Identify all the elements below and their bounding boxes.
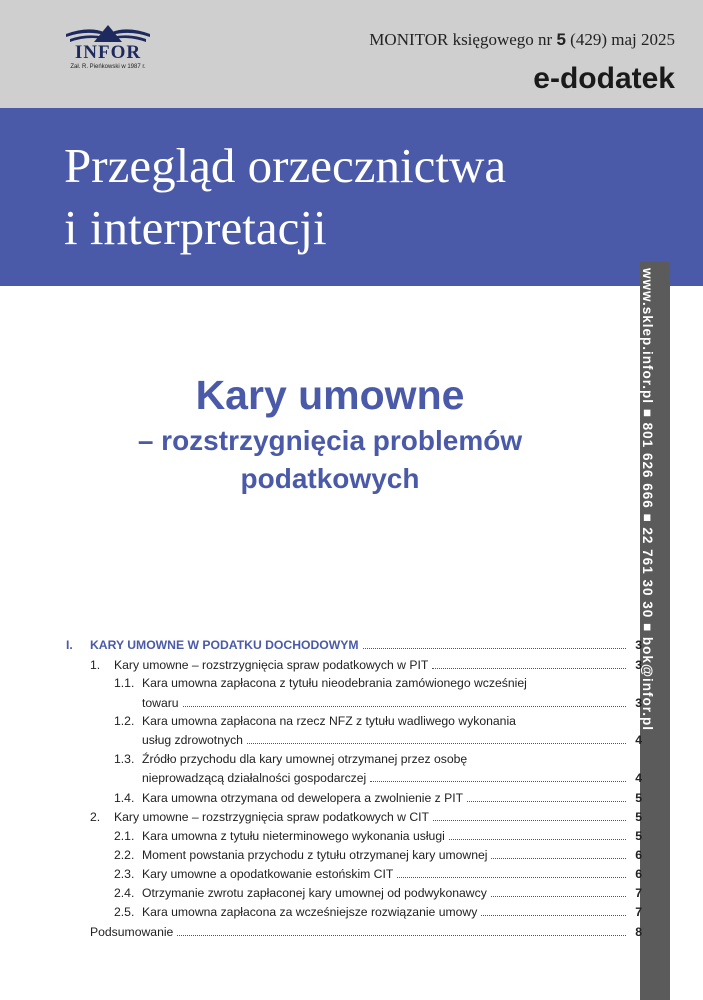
toc-item-title: Moment powstania przychodu z tytułu otrzymanej kary umownej [142,848,488,862]
toc-item-number: 2.4. [114,886,135,900]
toc-item-number: 2.5. [114,905,135,919]
toc-item-title: Kara umowna zapłacona za wcześniejsze rozwiązanie umowy [142,905,478,919]
toc-item-title: KARY UMOWNE W PODATKU DOCHODOWYM [90,638,359,652]
toc-item-page: 5 [635,791,642,805]
toc-item-number: I. [66,638,73,652]
logo-subtitle: Zał. R. Pieńkowski w 1987 r. [70,64,146,70]
toc-item[interactable] [66,771,642,785]
toc-item-page: 6 [635,848,642,862]
logo-text: INFOR [74,42,142,63]
toc-item[interactable] [66,925,642,939]
toc-item[interactable] [66,848,642,862]
toc-item-page: 3 [635,696,642,710]
toc-leader [370,780,626,782]
toc-item[interactable] [66,658,642,672]
toc-item-title-cont: towaru [142,696,179,710]
toc-item[interactable] [66,638,642,652]
band-title [64,135,684,259]
toc-item-page: 3 [635,658,642,672]
band-title-line2: i interpretacji [64,200,327,255]
toc-item-page: 3 [635,638,642,652]
toc-item-number: 2.2. [114,848,135,862]
infor-logo [58,22,158,76]
toc-leader [177,934,626,936]
toc-item-page: 7 [635,886,642,900]
e-dodatek-badge: e-dodatek [533,62,675,95]
toc-item-page: 5 [635,829,642,843]
toc-leader [183,705,626,707]
toc-item-number: 1.1. [114,676,135,690]
band-title-line1: Przegląd orzecznictwa [64,138,507,193]
issue-suffix: (429) maj 2025 [570,30,675,49]
toc-leader [433,819,626,821]
toc-leader [481,914,626,916]
toc-leader [247,742,626,744]
toc-item-number: 2.3. [114,867,135,881]
toc-item-title: Kara umowna zapłacona na rzecz NFZ z tytułu wadliwego wykonania [142,714,516,728]
toc-item-first-line [114,714,516,728]
toc-item[interactable] [66,905,642,919]
toc-item-page: 4 [635,771,642,785]
toc-item-number: 1.4. [114,791,135,805]
toc-leader [432,667,626,669]
toc-item[interactable] [66,867,642,881]
toc-item-number: 2.1. [114,829,135,843]
toc-item[interactable] [66,829,642,843]
toc-leader [467,800,626,802]
toc-item-title: Kary umowne – rozstrzygnięcia spraw podatkowych w CIT [114,810,429,824]
toc-item-first-line [114,676,527,690]
toc-item-title: Otrzymanie zwrotu zapłaconej kary umownej od podwykonawcy [142,886,487,900]
toc-item-title: Kara umowna otrzymana od dewelopera a zwolnienie z PIT [142,791,464,805]
toc-item-number: 1. [90,658,101,672]
toc-item-first-line [114,752,467,766]
toc-item-title: Kary umowne a opodatkowanie estońskim CIT [142,867,394,881]
toc-item[interactable] [66,696,642,710]
toc-item-title: Kara umowna zapłacona z tytułu nieodebrania zamówionego wcześniej [142,676,527,690]
toc-item[interactable] [66,810,642,824]
toc-item-page: 5 [635,810,642,824]
toc-item-page: 8 [635,925,642,939]
toc-item-title: Źródło przychodu dla kary umownej otrzymanej przez osobę [142,752,468,766]
contact-sidebar-text: www.sklep.infor.pl ■ 801 626 666 ■ 22 761 30 30 ■ bok@infor.pl [640,268,655,732]
toc-leader [491,895,626,897]
toc-item-number: 1.3. [114,752,135,766]
toc-item-title: Kary umowne – rozstrzygnięcia spraw podatkowych w PIT [114,658,429,672]
toc-item-page: 7 [635,905,642,919]
toc-item-number: 1.2. [114,714,135,728]
toc-leader [363,647,626,649]
toc-item-title-cont: nieprowadzącą działalności gospodarczej [142,771,367,785]
toc-item-number: 2. [90,810,101,824]
toc-leader [491,857,626,859]
toc-item[interactable] [66,886,642,900]
toc-item-page: 4 [635,733,642,747]
main-title-line1: Kary umowne [195,372,465,418]
issue-prefix: MONITOR księgowego nr [369,30,553,49]
main-title-line2: – rozstrzygnięcia problemów [137,425,523,456]
toc-item-title-cont: usług zdrowotnych [142,733,243,747]
issue-info [369,30,675,50]
toc-leader [449,838,626,840]
main-title [20,368,640,498]
main-title-line3: podatkowych [240,463,420,494]
toc-item-title: Kara umowna z tytułu nieterminowego wykonania usługi [142,829,445,843]
toc-leader [397,876,626,878]
toc-item[interactable] [66,733,642,747]
issue-number: 5 [556,30,566,49]
toc-item-title: Podsumowanie [90,925,174,939]
toc-item[interactable] [66,791,642,805]
toc-item-page: 6 [635,867,642,881]
